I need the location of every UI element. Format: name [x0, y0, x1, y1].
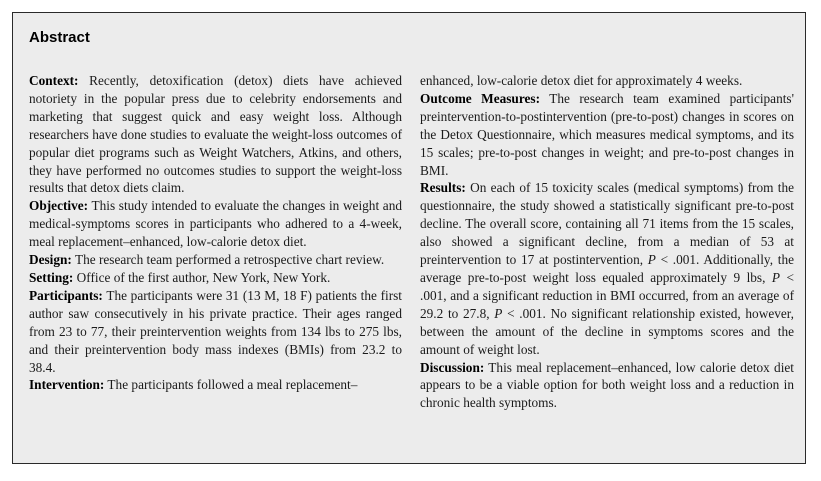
outcome-measures-paragraph	[420, 90, 794, 180]
results-p-symbol-2: P	[771, 269, 781, 285]
objective-label: Objective:	[29, 198, 89, 214]
setting-text: Office of the first author, New York, New York.	[73, 269, 331, 285]
results-text-2: < .001. Additionally, the average pre-to-post weight loss equaled approximately 9 lbs,	[420, 252, 794, 285]
discussion-label: Discussion:	[420, 359, 485, 375]
intervention-text-start: The participants followed a meal replacement–	[104, 377, 358, 393]
discussion-paragraph	[420, 359, 794, 413]
context-label: Context:	[29, 73, 79, 88]
outcome-measures-text: The research team examined participants' preintervention-to-postintervention (pre-to-post) changes in scores on the Detox Questionnaire, which measures medical symptoms, and its 15 scales; pre-to-post changes in weight; and pre-to-post changes in BMI.	[420, 90, 794, 178]
results-text-3: < .001, and a significant reduction in BMI occurred, from an average of 29.2 to 27.8,	[420, 269, 794, 321]
participants-text: The participants were 31 (13 M, 18 F) patients the first author saw consecutively in his private practice. Their ages ranged from 23 to 77, their preintervention weights from 134 lbs to 275 lbs, and their preintervention body mass indexes (BMIs) from 23.2 to 38.4.	[29, 287, 402, 375]
abstract-box	[12, 12, 806, 464]
participants-label: Participants:	[29, 287, 103, 303]
context-text: Recently, detoxification (detox) diets have achieved notoriety in the popular press due to celebrity endorsements and marketing that suggest quick and easy weight loss. Although researchers have done studies to evaluate the weight-loss outcomes of popular diet programs such as Weight Watchers, Atkins, and others, they have performed no outcomes studies to support the weight-loss results that detox diets claim.	[29, 73, 402, 196]
design-label: Design:	[29, 252, 72, 268]
results-paragraph	[420, 179, 794, 358]
discussion-text: This meal replacement–enhanced, low calorie detox diet appears to be a viable option for both weight loss and a reduction in chronic health symptoms.	[420, 359, 794, 411]
context-paragraph	[29, 72, 402, 197]
intervention-paragraph	[29, 376, 402, 394]
objective-paragraph	[29, 197, 402, 251]
intervention-label: Intervention:	[29, 377, 105, 393]
intervention-text-end: enhanced, low-calorie detox diet for approximately 4 weeks.	[420, 73, 743, 88]
outcome-measures-label: Outcome Measures:	[420, 90, 540, 106]
abstract-left-column	[29, 72, 402, 394]
results-p-symbol-3: P	[494, 305, 503, 321]
setting-label: Setting:	[29, 269, 74, 285]
participants-paragraph	[29, 287, 402, 377]
results-text-1: On each of 15 toxicity scales (medical symptoms) from the questionnaire, the study showed a statistically significant pre-to-post decline. The overall score, containing all 71 items from the 15 scales, also showed a significant decline, from a median of 53 at preintervention to 17 at postintervention,	[420, 180, 794, 268]
results-label: Results:	[420, 180, 466, 196]
setting-paragraph	[29, 269, 402, 287]
objective-text: This study intended to evaluate the changes in weight and medical-symptoms scores in participants who adhered to a 4-week, meal replacement–enhanced, low-calorie detox diet.	[29, 198, 402, 250]
design-paragraph	[29, 251, 402, 269]
abstract-title: Abstract	[29, 29, 90, 46]
results-p-symbol-1: P	[647, 252, 656, 268]
results-text-4: < .001. No significant relationship existed, however, between the amount of the decline in symptoms scores and the amount of weight lost.	[420, 305, 794, 357]
design-text: The research team performed a retrospective chart review.	[71, 252, 385, 268]
abstract-right-column	[420, 72, 794, 412]
intervention-continued	[420, 72, 794, 90]
